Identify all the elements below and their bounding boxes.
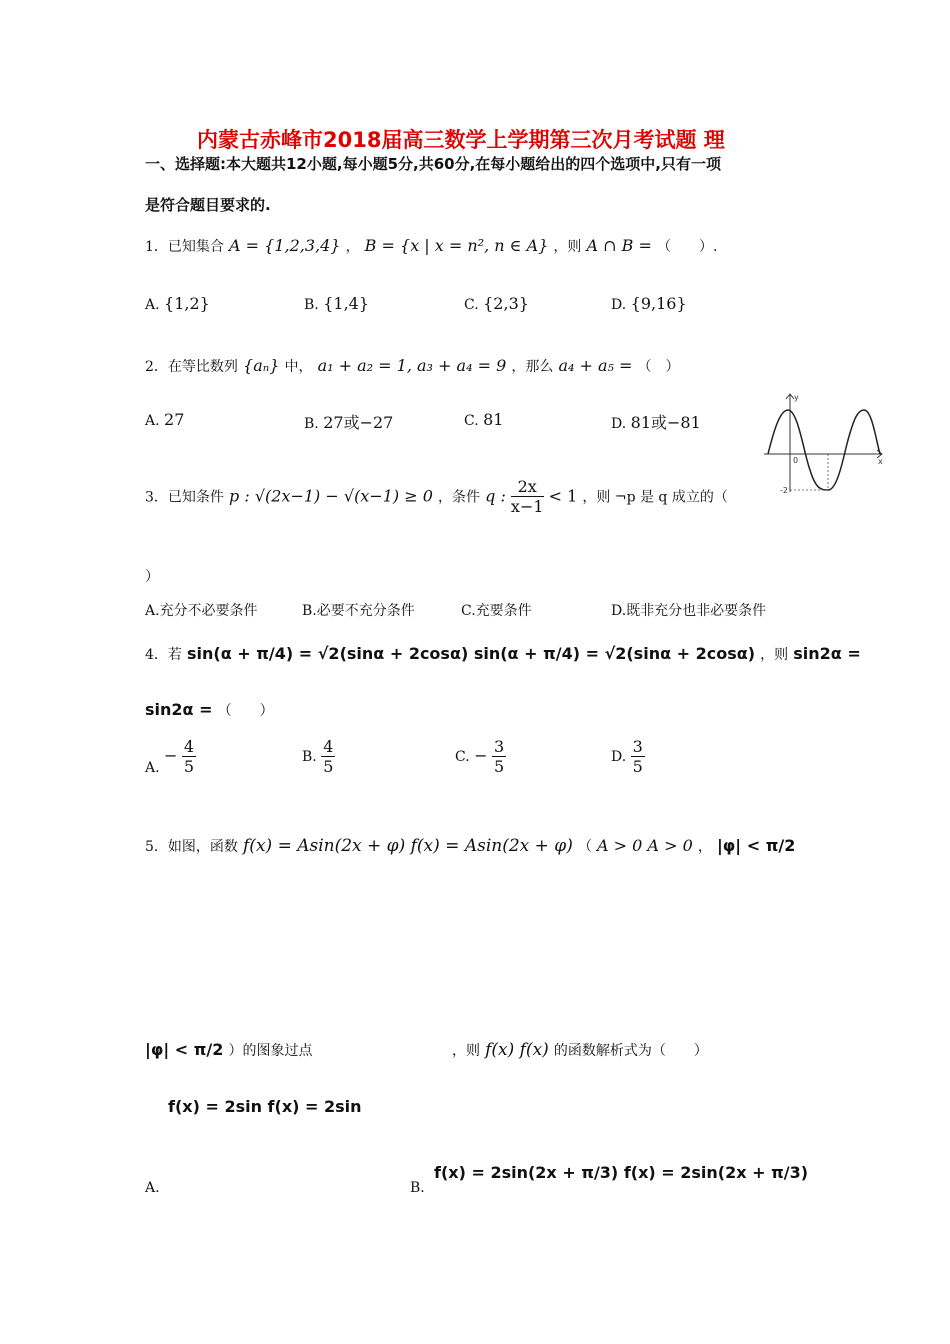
option-label: C. — [455, 748, 470, 765]
q3-option-a — [145, 600, 258, 620]
q5-line2 — [145, 1040, 312, 1060]
q4-equation: sin(α + π/4) = √2(sinα + 2cosα) sin(α + π/4) = √2(sinα + 2cosα) — [187, 644, 756, 663]
option-label: B. — [302, 748, 317, 765]
option-value: 必要不充分条件 — [316, 603, 415, 619]
q5-option-b-value: f(x) = 2sin(2x + π/3) f(x) = 2sin(2x + π/3) — [434, 1163, 809, 1182]
q2-sequence: {aₙ} — [243, 356, 280, 375]
graph-origin-label: 0 — [793, 456, 799, 465]
option-denominator: 5 — [632, 756, 643, 776]
q5-function: f(x) = Asin(2x + φ) f(x) = Asin(2x + φ) — [243, 836, 573, 856]
option-fraction — [492, 738, 506, 776]
q5-paren-open: （ — [577, 839, 592, 855]
q1-number: 1．已知集合 — [145, 239, 224, 255]
question-4 — [145, 644, 861, 664]
graph-background — [760, 390, 888, 496]
q2-expression: a₄ + a₅ = — [558, 356, 633, 375]
q2-option-b — [304, 410, 393, 433]
graph-ytick-label: -2 — [780, 486, 788, 495]
option-value: {1,4} — [323, 294, 370, 313]
q2-number: 2．在等比数列 — [145, 359, 238, 375]
option-numerator: 4 — [183, 737, 195, 756]
option-value: 充分不必要条件 — [159, 603, 258, 619]
option-sign: − — [164, 745, 178, 765]
q3-option-b — [302, 600, 415, 620]
q4-option-c — [455, 738, 506, 776]
q4-line2 — [145, 700, 274, 720]
q3-mid: ，条件 — [438, 489, 481, 506]
option-label: B. — [302, 603, 317, 619]
graph-y-label: y — [794, 393, 799, 402]
q4-option-b — [302, 738, 335, 776]
q2-condition: a₁ + a₂ = 1, a₃ + a₄ = 9 — [317, 356, 507, 375]
option-value: {2,3} — [483, 294, 529, 313]
option-value: 81 — [483, 410, 504, 429]
q5-line2-tail: ，则 — [452, 1043, 480, 1059]
q2-option-a — [145, 410, 184, 429]
option-value: 81或−81 — [630, 413, 701, 432]
q4-line2-expression: sin2α = — [145, 700, 213, 719]
q1-tail: ，则 — [553, 239, 582, 255]
section-heading-line2: 是符合题目要求的. — [145, 196, 271, 214]
q5-line2-text: ）的图象过点 — [228, 1043, 313, 1059]
q2-option-c — [464, 410, 503, 429]
q5-line2-function: f(x) f(x) — [485, 1040, 549, 1060]
q2-paren: （ ） — [637, 359, 680, 375]
q2-tail: ，那么 — [511, 359, 554, 375]
q4-tail: ，则 — [760, 647, 789, 663]
q5-option-a-value: f(x) = 2sin f(x) = 2sin — [168, 1097, 362, 1116]
option-label: D. — [611, 603, 627, 619]
q5-comma: ， — [697, 839, 712, 855]
q3-close-paren: ） — [145, 569, 159, 585]
option-label: C. — [461, 603, 476, 619]
q1-comma: ， — [345, 239, 360, 255]
q3-fraction-numerator: 2x — [511, 478, 544, 497]
option-label: B. — [304, 416, 319, 432]
option-label: C. — [464, 413, 479, 429]
q4-option-d — [611, 738, 645, 776]
option-value: {1,2} — [164, 294, 210, 313]
q4-paren: （ ） — [217, 703, 274, 719]
q1-expression: A ∩ B = — [586, 236, 652, 255]
q5-line2-phi: |φ| < π/2 — [145, 1040, 224, 1059]
question-1 — [145, 236, 717, 256]
option-label: C. — [464, 297, 479, 313]
question-2 — [145, 356, 680, 376]
q5-option-a-label: A. — [145, 1180, 160, 1196]
q4-number: 4．若 — [145, 647, 182, 663]
option-label: A. — [145, 759, 160, 776]
option-label: B. — [304, 297, 319, 313]
option-value: 27 — [164, 410, 185, 429]
option-numerator: 3 — [632, 737, 643, 756]
q4-option-a — [145, 738, 196, 776]
graph-x-label: x — [878, 457, 883, 466]
option-fraction — [631, 738, 645, 776]
option-fraction — [321, 738, 335, 776]
q1-paren: （ ）. — [657, 239, 718, 255]
option-value: 充要条件 — [475, 603, 532, 619]
q1-option-c — [464, 294, 529, 313]
page-title: 内蒙古赤峰市2018届高三数学上学期第三次月考试题 理 — [197, 128, 725, 152]
q5-number: 5．如图，函数 — [145, 839, 238, 855]
option-sign: − — [474, 745, 488, 765]
q2-mid: 中， — [284, 359, 313, 375]
q3-condition-p: p : √(2x−1) − √(x−1) ≥ 0 — [229, 486, 433, 506]
option-denominator: 5 — [183, 756, 195, 776]
q3-number: 3．已知条件 — [145, 489, 224, 506]
option-label: D. — [611, 416, 627, 432]
question-5 — [145, 836, 795, 856]
option-denominator: 5 — [323, 756, 334, 776]
q5-line2-end: 的函数解析式为（ ） — [553, 1043, 708, 1059]
option-numerator: 3 — [493, 737, 505, 756]
option-value: 既非充分也非必要条件 — [626, 603, 767, 619]
q3-condition-q-suffix: < 1 — [548, 486, 578, 506]
sine-graph-figure — [760, 390, 888, 496]
option-label: A. — [145, 297, 160, 313]
option-denominator: 5 — [493, 756, 505, 776]
q5-condition: A > 0 A > 0 — [597, 836, 693, 855]
q5-phi-condition: |φ| < π/2 — [716, 836, 796, 855]
option-label: D. — [611, 297, 627, 313]
q1-option-a — [145, 294, 210, 313]
option-value: {9,16} — [630, 294, 687, 313]
q2-option-d — [611, 410, 701, 433]
question-3 — [145, 478, 728, 516]
q3-fraction-denominator: x−1 — [510, 496, 544, 516]
q3-condition-q-prefix: q : — [485, 486, 506, 506]
q1-option-b — [304, 294, 369, 313]
q3-option-c — [461, 600, 532, 620]
q1-set-b: B = {x | x = n², n ∈ A} — [364, 236, 549, 255]
q3-option-d — [611, 600, 766, 620]
q1-option-d — [611, 294, 687, 313]
section-heading-line1: 一、选择题:本大题共12小题,每小题5分,共60分,在每小题给出的四个选项中,只有一项 — [145, 155, 721, 173]
q3-tail: ，则 ¬p 是 q 成立的（ — [582, 489, 728, 506]
q3-fraction — [511, 478, 544, 516]
q5-option-b-label: B. — [410, 1180, 425, 1196]
option-label: A. — [145, 603, 160, 619]
q4-expression: sin2α = — [793, 644, 861, 663]
option-label: D. — [611, 748, 627, 765]
option-fraction — [182, 738, 196, 776]
q1-set-a: A = {1,2,3,4} — [229, 236, 341, 255]
option-value: 27或−27 — [323, 413, 394, 432]
option-numerator: 4 — [323, 737, 334, 756]
option-label: A. — [145, 413, 160, 429]
q5-line2-right — [452, 1040, 708, 1060]
